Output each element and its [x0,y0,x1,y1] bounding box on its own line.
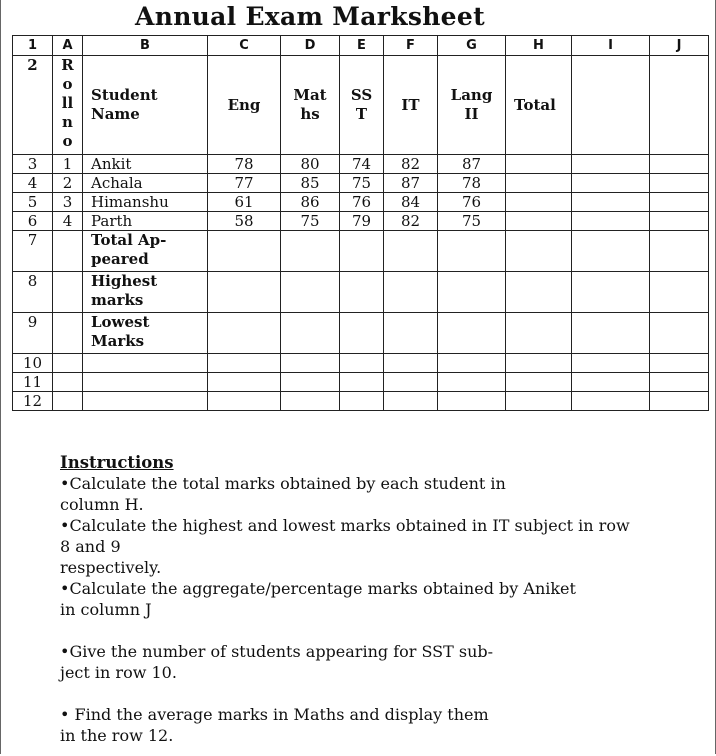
instruction-line: •Calculate the aggregate/percentage marks obtained by Aniket [60,579,576,598]
row-number: 3 [13,155,53,174]
empty-cell [650,212,709,231]
empty-cell [506,155,572,174]
lang-cell: 76 [438,193,506,212]
row-number: 6 [13,212,53,231]
col-header: C [208,36,281,56]
empty-cell [572,155,650,174]
empty-row [13,373,709,392]
name-cell: Himanshu [83,193,208,212]
instruction-line: •Give the number of students appearing for SST sub- [60,642,494,661]
roll-cell: 2 [53,174,83,193]
sst-cell: 76 [340,193,384,212]
instruction-line: in the row 12. [60,726,174,745]
empty-cell [506,212,572,231]
col-header: B [83,36,208,56]
row-number: 8 [13,272,53,313]
it-cell: 82 [384,155,438,174]
summary-row [13,231,709,272]
instructions-heading: Instructions [60,453,174,472]
instruction-line: ject in row 10. [60,663,177,682]
empty-cell [53,313,83,354]
row-number: 5 [13,193,53,212]
maths-cell: 86 [281,193,340,212]
row-number: 9 [13,313,53,354]
maths-header: Mat hs [281,56,340,155]
name-cell: Parth [83,212,208,231]
table-row [13,174,709,193]
name-cell: Ankit [83,155,208,174]
sst-cell: 74 [340,155,384,174]
field-header-row [13,56,709,155]
roll-cell: 4 [53,212,83,231]
row-number: 11 [13,373,53,392]
empty-cell [506,174,572,193]
empty-row [13,392,709,411]
instruction-line: column H. [60,495,144,514]
empty-cell [53,231,83,272]
instruction-line: in column J [60,600,152,619]
eng-header: Eng [208,56,281,155]
col-header: A [53,36,83,56]
col-header: H [506,36,572,56]
summary-label: Total Ap- peared [83,231,208,272]
summary-row [13,272,709,313]
empty-cell [650,174,709,193]
lang-header: Lang II [438,56,506,155]
lang-cell: 75 [438,212,506,231]
maths-cell: 75 [281,212,340,231]
row-number: 2 [13,56,53,155]
it-header: IT [384,56,438,155]
total-header: Total [506,56,572,155]
col-header: D [281,36,340,56]
lang-cell: 87 [438,155,506,174]
col-header: I [572,36,650,56]
empty-cell [506,193,572,212]
col-header: 1 [13,36,53,56]
empty-cell [650,56,709,155]
sst-header: SS T [340,56,384,155]
summary-row [13,313,709,354]
col-header: E [340,36,384,56]
marksheet-table [12,35,709,411]
roll-cell: 1 [53,155,83,174]
row-number: 4 [13,174,53,193]
summary-label: Lowest Marks [83,313,208,354]
empty-cell [650,155,709,174]
page-title: Annual Exam Marksheet [135,2,485,31]
it-cell: 87 [384,174,438,193]
empty-row [13,354,709,373]
empty-cell [572,56,650,155]
name-cell: Achala [83,174,208,193]
instruction-line: respectively. [60,558,162,577]
instruction-line: 8 and 9 [60,537,121,556]
roll-cell: 3 [53,193,83,212]
empty-cell [650,193,709,212]
rollno-header: R o ll n o [53,56,83,155]
instruction-line: •Calculate the highest and lowest marks obtained in IT subject in row [60,516,630,535]
empty-cell [572,174,650,193]
row-number: 7 [13,231,53,272]
empty-cell [572,193,650,212]
table-row [13,193,709,212]
empty-cell [572,212,650,231]
eng-cell: 58 [208,212,281,231]
table-row [13,155,709,174]
col-header: J [650,36,709,56]
eng-cell: 78 [208,155,281,174]
sst-cell: 75 [340,174,384,193]
table-row [13,212,709,231]
col-header: G [438,36,506,56]
maths-cell: 85 [281,174,340,193]
empty-cell [53,272,83,313]
maths-cell: 80 [281,155,340,174]
row-number: 10 [13,354,53,373]
sst-cell: 79 [340,212,384,231]
row-number: 12 [13,392,53,411]
instruction-line: •Calculate the total marks obtained by each student in [60,474,506,493]
column-letter-row [13,36,709,56]
col-header: F [384,36,438,56]
lang-cell: 78 [438,174,506,193]
eng-cell: 77 [208,174,281,193]
instruction-line: • Find the average marks in Maths and display them [60,705,489,724]
summary-label: Highest marks [83,272,208,313]
student-name-header: Student Name [83,56,208,155]
it-cell: 82 [384,212,438,231]
eng-cell: 61 [208,193,281,212]
instructions-block [60,452,710,746]
it-cell: 84 [384,193,438,212]
